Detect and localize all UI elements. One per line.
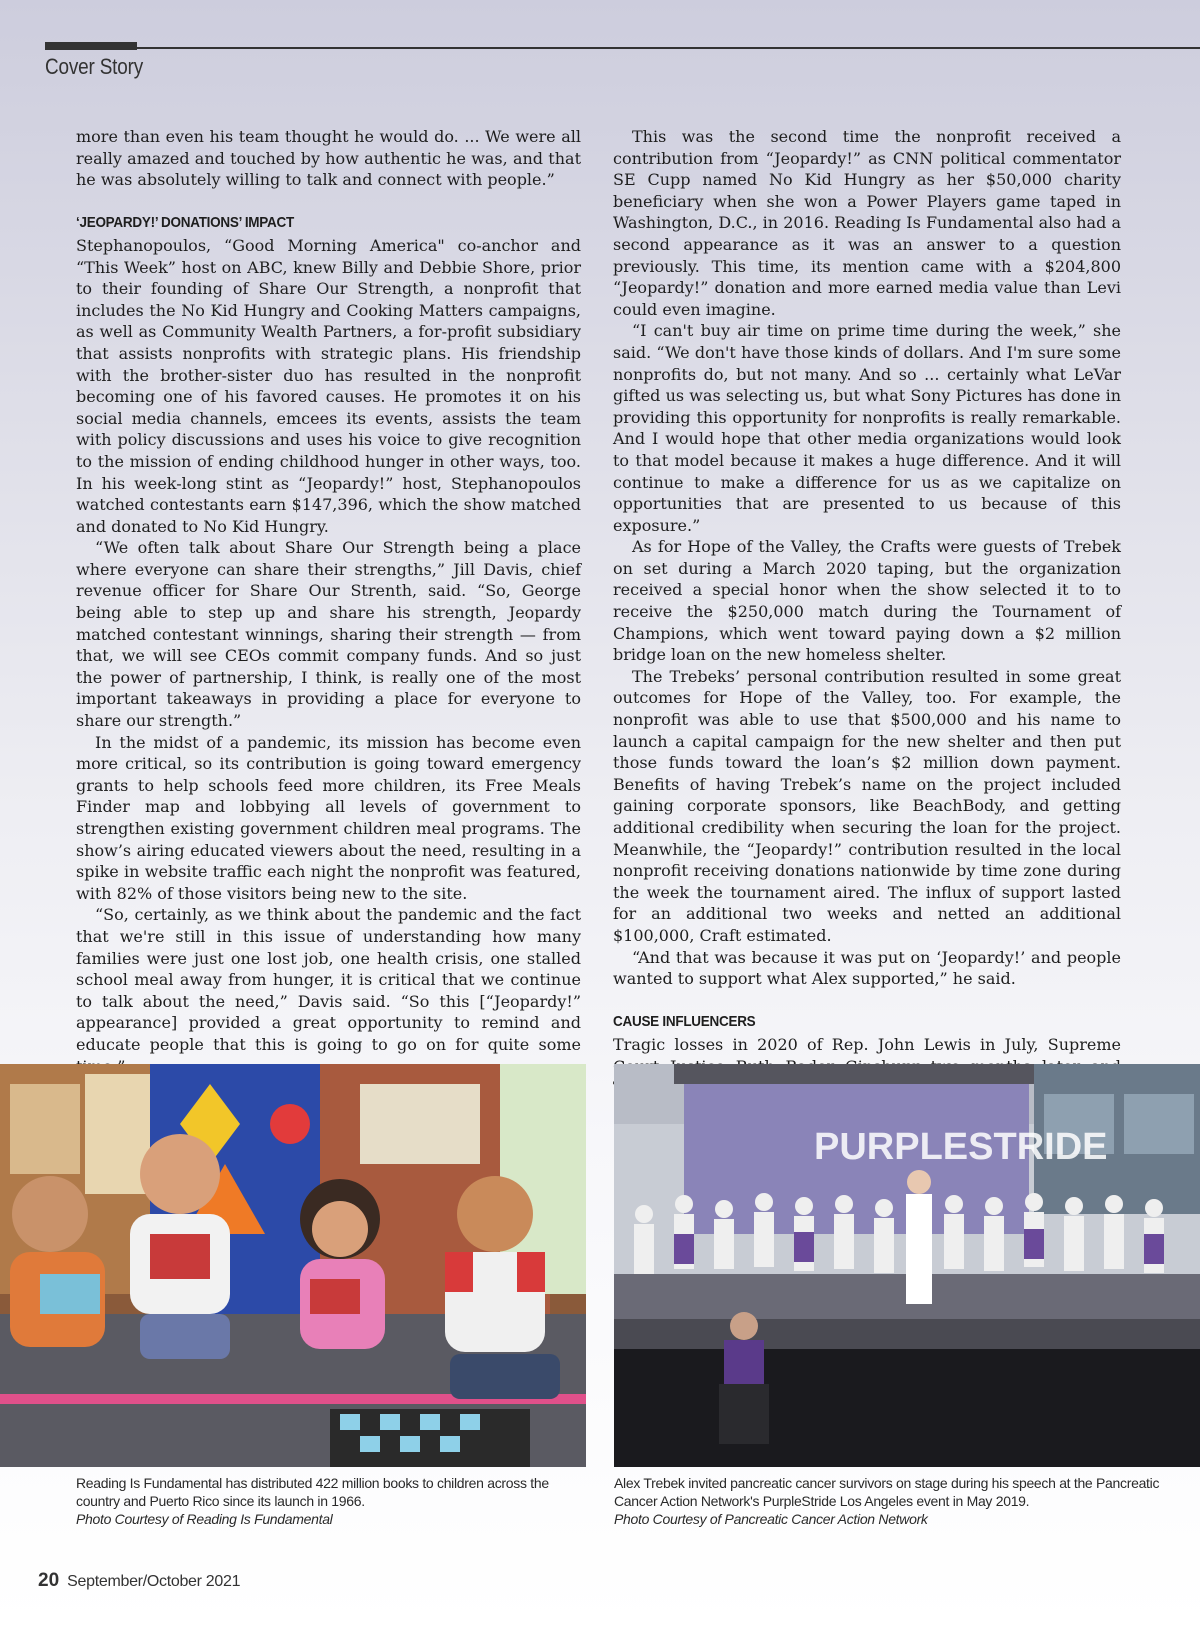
left-column	[76, 126, 581, 1077]
caption-text: Alex Trebek invited pancreatic cancer survivors on stage during his speech at the Pancreatic Cancer Action Network's PurpleStride Los Angeles event in May 2019.	[614, 1475, 1160, 1509]
caption-right	[614, 1474, 1194, 1528]
photo-credit: Photo Courtesy of Pancreatic Cancer Action Network	[614, 1511, 928, 1527]
paragraph: Tragic losses in 2020 of Rep. John Lewis in July, Supreme	[613, 1034, 1121, 1054]
page-footer	[38, 1570, 240, 1592]
paragraph: Stephanopoulos, “Good Morning America" co-anchor and “This Week” host on ABC, knew Billy and Debbie Shore, prior to their founding of Share Our Strength, a nonprofit that includes the No Kid Hungry and Cooking Matters campaigns, as well as Community Wealth Partners, a for-profit subsidiary that assists nonprofits with strategic plans. His friendship with the brother-sister duo has resulted in the nonprofit becoming one of his favored causes. He promotes it on his social media channels, emcees its events, assists the team with policy discussions and uses his voice to give recognition to the mission of ending childhood hunger in other ways, too. In his week-long stint as “Jeopardy!” host, Stephanopoulos watched contestants earn $147,396, which the show matched and donated to No Kid Hungry.	[76, 235, 581, 536]
paragraph: In the midst of a pandemic, its mission has become even more critical, so its contribution is going toward emergency grants to help schools feed more children, its Free Meals Finder map and lobbying all levels of government to strengthen existing government children meal programs. The show’s airing educated viewers about the need, resulting in a spike in website traffic each night the nonprofit was featured, with 82% of those visitors being new to the site.	[76, 732, 581, 903]
right-column	[613, 126, 1121, 1099]
paragraph: This was the second time the nonprofit received a contribution from “Jeopardy!” as CNN political commentator SE Cupp named No Kid Hungry as her $50,000 charity beneficiary when she won a Power Players game taped in Washington, D.C., in 2016. Reading Is Fundamental also had a second appearance as it was an answer to a question previously. This time, its mention came with a $204,800 “Jeopardy!” donation and more earned media value than Levi could even imagine.	[613, 127, 1121, 319]
caption-text: Reading Is Fundamental has distributed 422 million books to children across the country and Puerto Rico since its launch in 1966.	[76, 1475, 549, 1509]
header-rule	[45, 47, 1200, 49]
banner-text: PURPLESTRIDE	[814, 1126, 1108, 1168]
paragraph: “And that was because it was put on ‘Jeopardy!’ and people wanted to support what Alex supported,” he said.	[613, 947, 1121, 989]
subhead-donations-impact: ‘JEOPARDY!’ DONATIONS’ IMPACT	[76, 214, 294, 232]
paragraph: As for Hope of the Valley, the Crafts were guests of Trebek on set during a March 2020 taping, but the organization received a special honor when the show selected it to to receive the $250,000 match during the Tournament of Champions, which went toward paying down a $2 million bridge loan on the new homeless shelter.	[613, 537, 1121, 665]
header-accent-bar	[45, 42, 137, 50]
paragraph: “So, certainly, as we think about the pandemic and the fact that we're still in this issue of understanding how many families were just one lost job, one health crisis, one stalled school meal away from hunger, it is critical that we continue to talk about the need,” Davis said. “So this [“Jeopardy!” appearance] provided a great opportunity to remind and educate people that this is going to go on for quite some	[76, 905, 581, 1054]
photo-credit: Photo Courtesy of Reading Is Fundamental	[76, 1511, 333, 1527]
photo-purplestride-event	[614, 1064, 1200, 1467]
photo-children-reading	[0, 1064, 586, 1467]
caption-left	[76, 1474, 591, 1528]
section-label: Cover Story	[45, 54, 143, 79]
paragraph: “I can't buy air time on prime time during the week,” she said. “We don't have those kinds of dollars. And I'm sure some nonprofits do, but not many. And so ... certainly what LeVar gifted us was selecting us, but what Sony Pictures has done in providing this opportunity for nonprofits is really remarkable. And I would hope that other media organizations would look to that model because it makes a huge difference. And it will continue to make a difference for us as we capitalize on opportunities that are presented to us because of this exposure.”	[613, 321, 1121, 535]
paragraph: more than even his team thought he would do. ... We were all really amazed and touched by how authentic he was, and that he was absolutely willing to talk and connect with people.”	[76, 127, 581, 190]
page-number: 20	[38, 1570, 60, 1591]
paragraph: The Trebeks’ personal contribution resulted in some great outcomes for Hope of the Valley, too. For example, the nonprofit was able to use that $500,000 and his name to launch a capital campaign for the new shelter and then put those funds toward the loan’s $2 million down payment. Benefits of having Trebek’s name on the project included gaining corporate sponsors, like BeachBody, and getting additional credibility when securing the loan for the project. Meanwhile, the “Jeopardy!” contribution resulted in the local nonprofit receiving donations nationwide by time zone during the week the tournament aired. The influx of support lasted for an additional two weeks and netted an additional $100,000, Craft estimated.	[613, 666, 1121, 945]
subhead-cause-influencers: CAUSE INFLUENCERS	[613, 1013, 756, 1031]
issue-date: September/October 2021	[67, 1573, 241, 1590]
paragraph: “We often talk about Share Our Strength being a place where everyone can share their strengths,” Jill Davis, chief revenue officer for Share Our Strenth, said. “So, George being able to step up and share his strength, Jeopardy matched contestant winnings, sharing their strength — from that, we will see CEOs commit company funds. And so just the power of partnership, I think, is really one of the most important takeaways in providing a place for everyone to share our strength.”	[76, 538, 581, 731]
